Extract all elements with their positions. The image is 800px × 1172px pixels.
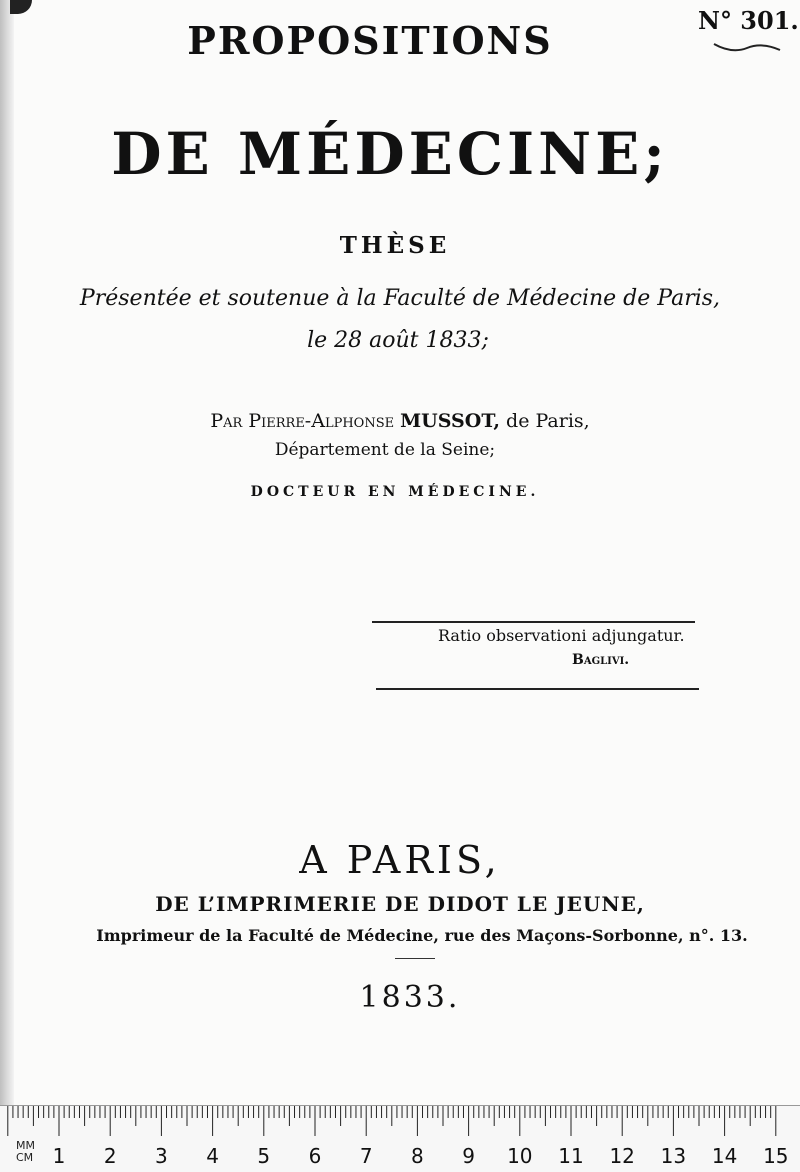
ruler-number: 6: [308, 1144, 322, 1168]
ruler-number: 14: [711, 1144, 738, 1168]
author-line: [0, 410, 800, 432]
epigraph-rule-top: [372, 621, 695, 623]
presented-line: Présentée et soutenue à la Faculté de Médecine de Paris,: [79, 286, 721, 311]
epigraph-rule-bottom: [376, 688, 699, 690]
author-origin: de Paris,: [506, 410, 590, 432]
ruler-number: 5: [257, 1144, 271, 1168]
ruler-number: 13: [660, 1144, 687, 1168]
par-word: Par: [210, 410, 243, 432]
ruler-unit-cm: CM: [16, 1151, 34, 1164]
title-line-2: DE MÉDECINE;: [111, 120, 669, 188]
ruler-number: 3: [155, 1144, 168, 1168]
ruler-number: 1: [52, 1144, 66, 1168]
imprint-printer: DE L’IMPRIMERIE DE DIDOT LE JEUNE,: [155, 892, 645, 916]
thesis-label: THÈSE: [339, 232, 451, 259]
ruler-unit-mm: MM: [16, 1139, 35, 1152]
imprint-details: Imprimeur de la Faculté de Médecine, rue des Maçons-Sorbonne, n°. 13.: [96, 926, 748, 945]
ruler-number: 4: [206, 1144, 219, 1168]
epigraph-author: Baglivi.: [572, 652, 630, 668]
author-first-name: Pierre-Alphonse: [248, 410, 395, 432]
department-line: Département de la Seine;: [274, 440, 496, 460]
epigraph-text: Ratio observationi adjungatur.: [438, 626, 685, 645]
imprint-year: 1833.: [359, 980, 461, 1015]
page-corner: [10, 0, 32, 14]
catalog-number: N° 301.: [698, 6, 799, 35]
imprint-divider: [395, 958, 435, 959]
ruler-number: 15: [763, 1144, 789, 1168]
imprint-city: A PARIS,: [299, 838, 501, 882]
ruler-number: 2: [103, 1144, 117, 1168]
ruler-number: 11: [558, 1144, 584, 1168]
author-last-name: MUSSOT,: [400, 410, 500, 432]
degree-line: DOCTEUR EN MÉDECINE.: [250, 484, 540, 500]
ruler-number: 9: [462, 1144, 475, 1168]
date-line: le 28 août 1833;: [307, 328, 489, 353]
ruler-number: 8: [411, 1144, 424, 1168]
ruler-number: 12: [609, 1144, 635, 1168]
ruler-unit-label: [16, 1140, 35, 1164]
ruler-number: 7: [359, 1144, 373, 1168]
ruler-number: 10: [507, 1144, 533, 1168]
title-line-1: PROPOSITIONS: [187, 18, 553, 63]
measurement-ruler: [0, 1105, 800, 1172]
